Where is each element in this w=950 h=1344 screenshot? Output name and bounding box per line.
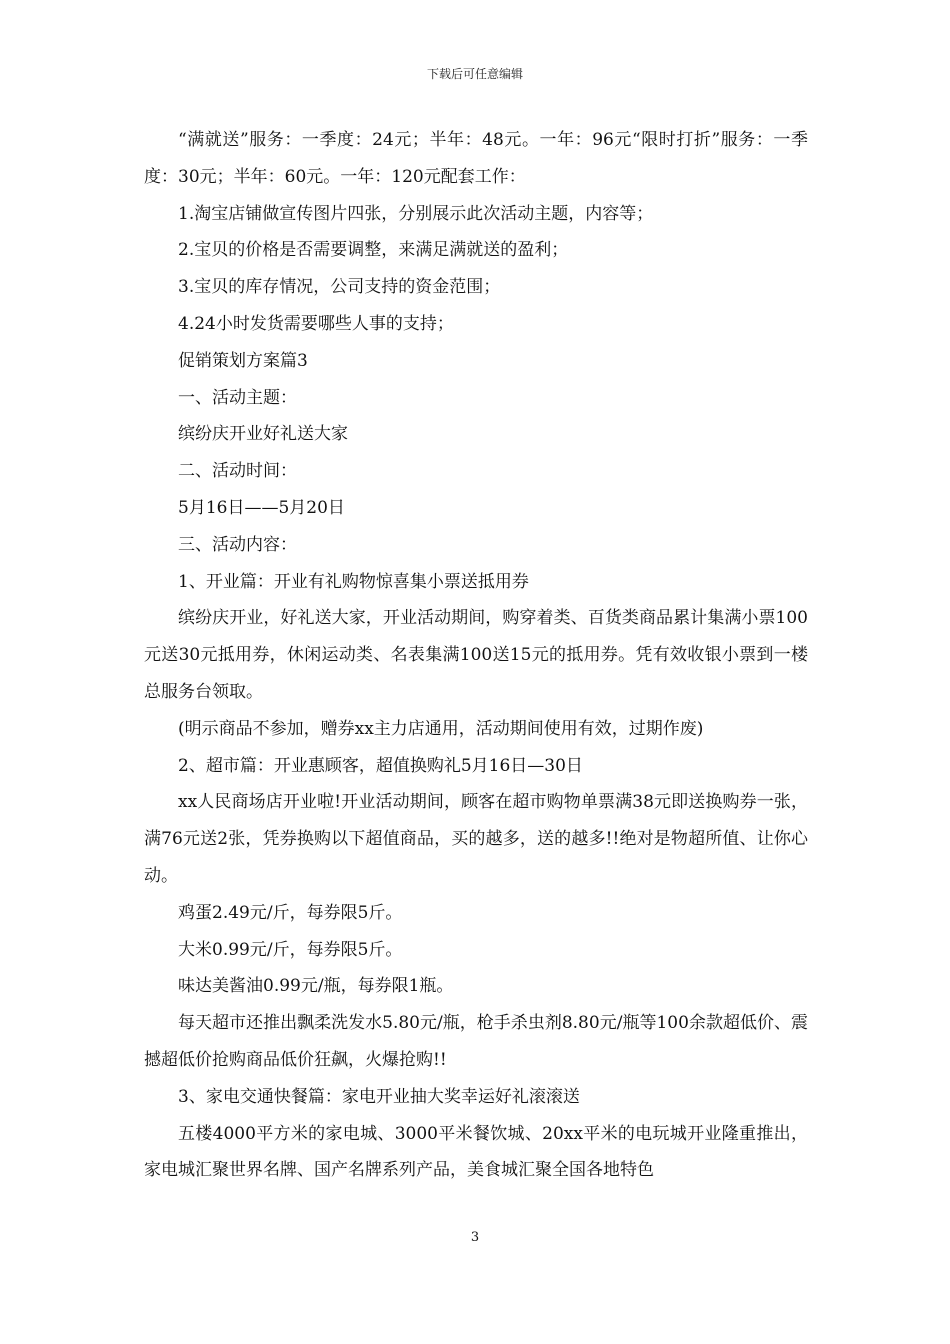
list-item: 味达美酱油0.99元/瓶，每券限1瓶。 (178, 976, 454, 997)
paragraph: 五楼4000平方米的家电城、3000平米餐饮城、20xx平米的电玩城开业隆重推出，家电城汇聚世界名牌、国产名牌系列产品，美食城汇聚全国各地特色 (144, 1123, 808, 1181)
paragraph: 缤纷庆开业好礼送大家 (178, 424, 348, 445)
paragraph: 3.宝贝的库存情况，公司支持的资金范围； (178, 277, 501, 298)
paragraph: “满就送”服务：一季度：24元；半年：48元。一年：96元“限时打折”服务：一季度：30元；半年：60元。一年：120元配套工作： (144, 130, 808, 187)
heading: 三、活动内容： (178, 534, 297, 555)
list-item: 鸡蛋2.49元/斤，每券限5斤。 (178, 902, 403, 923)
heading: 一、活动主题： (178, 387, 297, 408)
subheading: 2、超市篇：开业惠顾客，超值换购礼5月16日—30日 (178, 755, 583, 776)
paragraph: 2.宝贝的价格是否需要调整，来满足满就送的盈利； (178, 240, 569, 261)
heading: 二、活动时间： (178, 461, 297, 482)
paragraph: 4.24小时发货需要哪些人事的支持； (178, 313, 454, 334)
paragraph: xx人民商场店开业啦!开业活动期间，顾客在超市购物单票满38元即送换购券一张，满76元送2张，凭券换购以下超值商品，买的越多，送的越多!!绝对是物超所值、让你心动。 (144, 792, 808, 886)
page-number: 3 (470, 1230, 480, 1245)
paragraph: (明示商品不参加，赠券xx主力店通用，活动期间使用有效，过期作废) (178, 718, 704, 739)
paragraph: 每天超市还推出飘柔洗发水5.80元/瓶，枪手杀虫剂8.80元/瓶等100余款超低价、震撼超低价抢购商品低价狂飙，火爆抢购!! (144, 1013, 808, 1070)
section-title: 促销策划方案篇3 (178, 350, 308, 371)
paragraph: 缤纷庆开业，好礼送大家，开业活动期间，购穿着类、百货类商品累计集满小票100元送30元抵用券，休闲运动类、名表集满100送15元的抵用券。凭有效收银小票到一楼总服务台领取。 (144, 608, 808, 702)
subheading: 3、家电交通快餐篇：家电开业抽大奖幸运好礼滚滚送 (178, 1086, 580, 1107)
subheading: 1、开业篇：开业有礼购物惊喜集小票送抵用券 (178, 571, 529, 592)
paragraph: 5月16日——5月20日 (178, 497, 345, 518)
list-item: 大米0.99元/斤，每券限5斤。 (178, 939, 403, 960)
page-header: 下载后可任意编辑 (426, 67, 523, 81)
paragraph: 1.淘宝店铺做宣传图片四张，分别展示此次活动主题，内容等； (178, 203, 654, 224)
document-body (144, 122, 808, 1189)
